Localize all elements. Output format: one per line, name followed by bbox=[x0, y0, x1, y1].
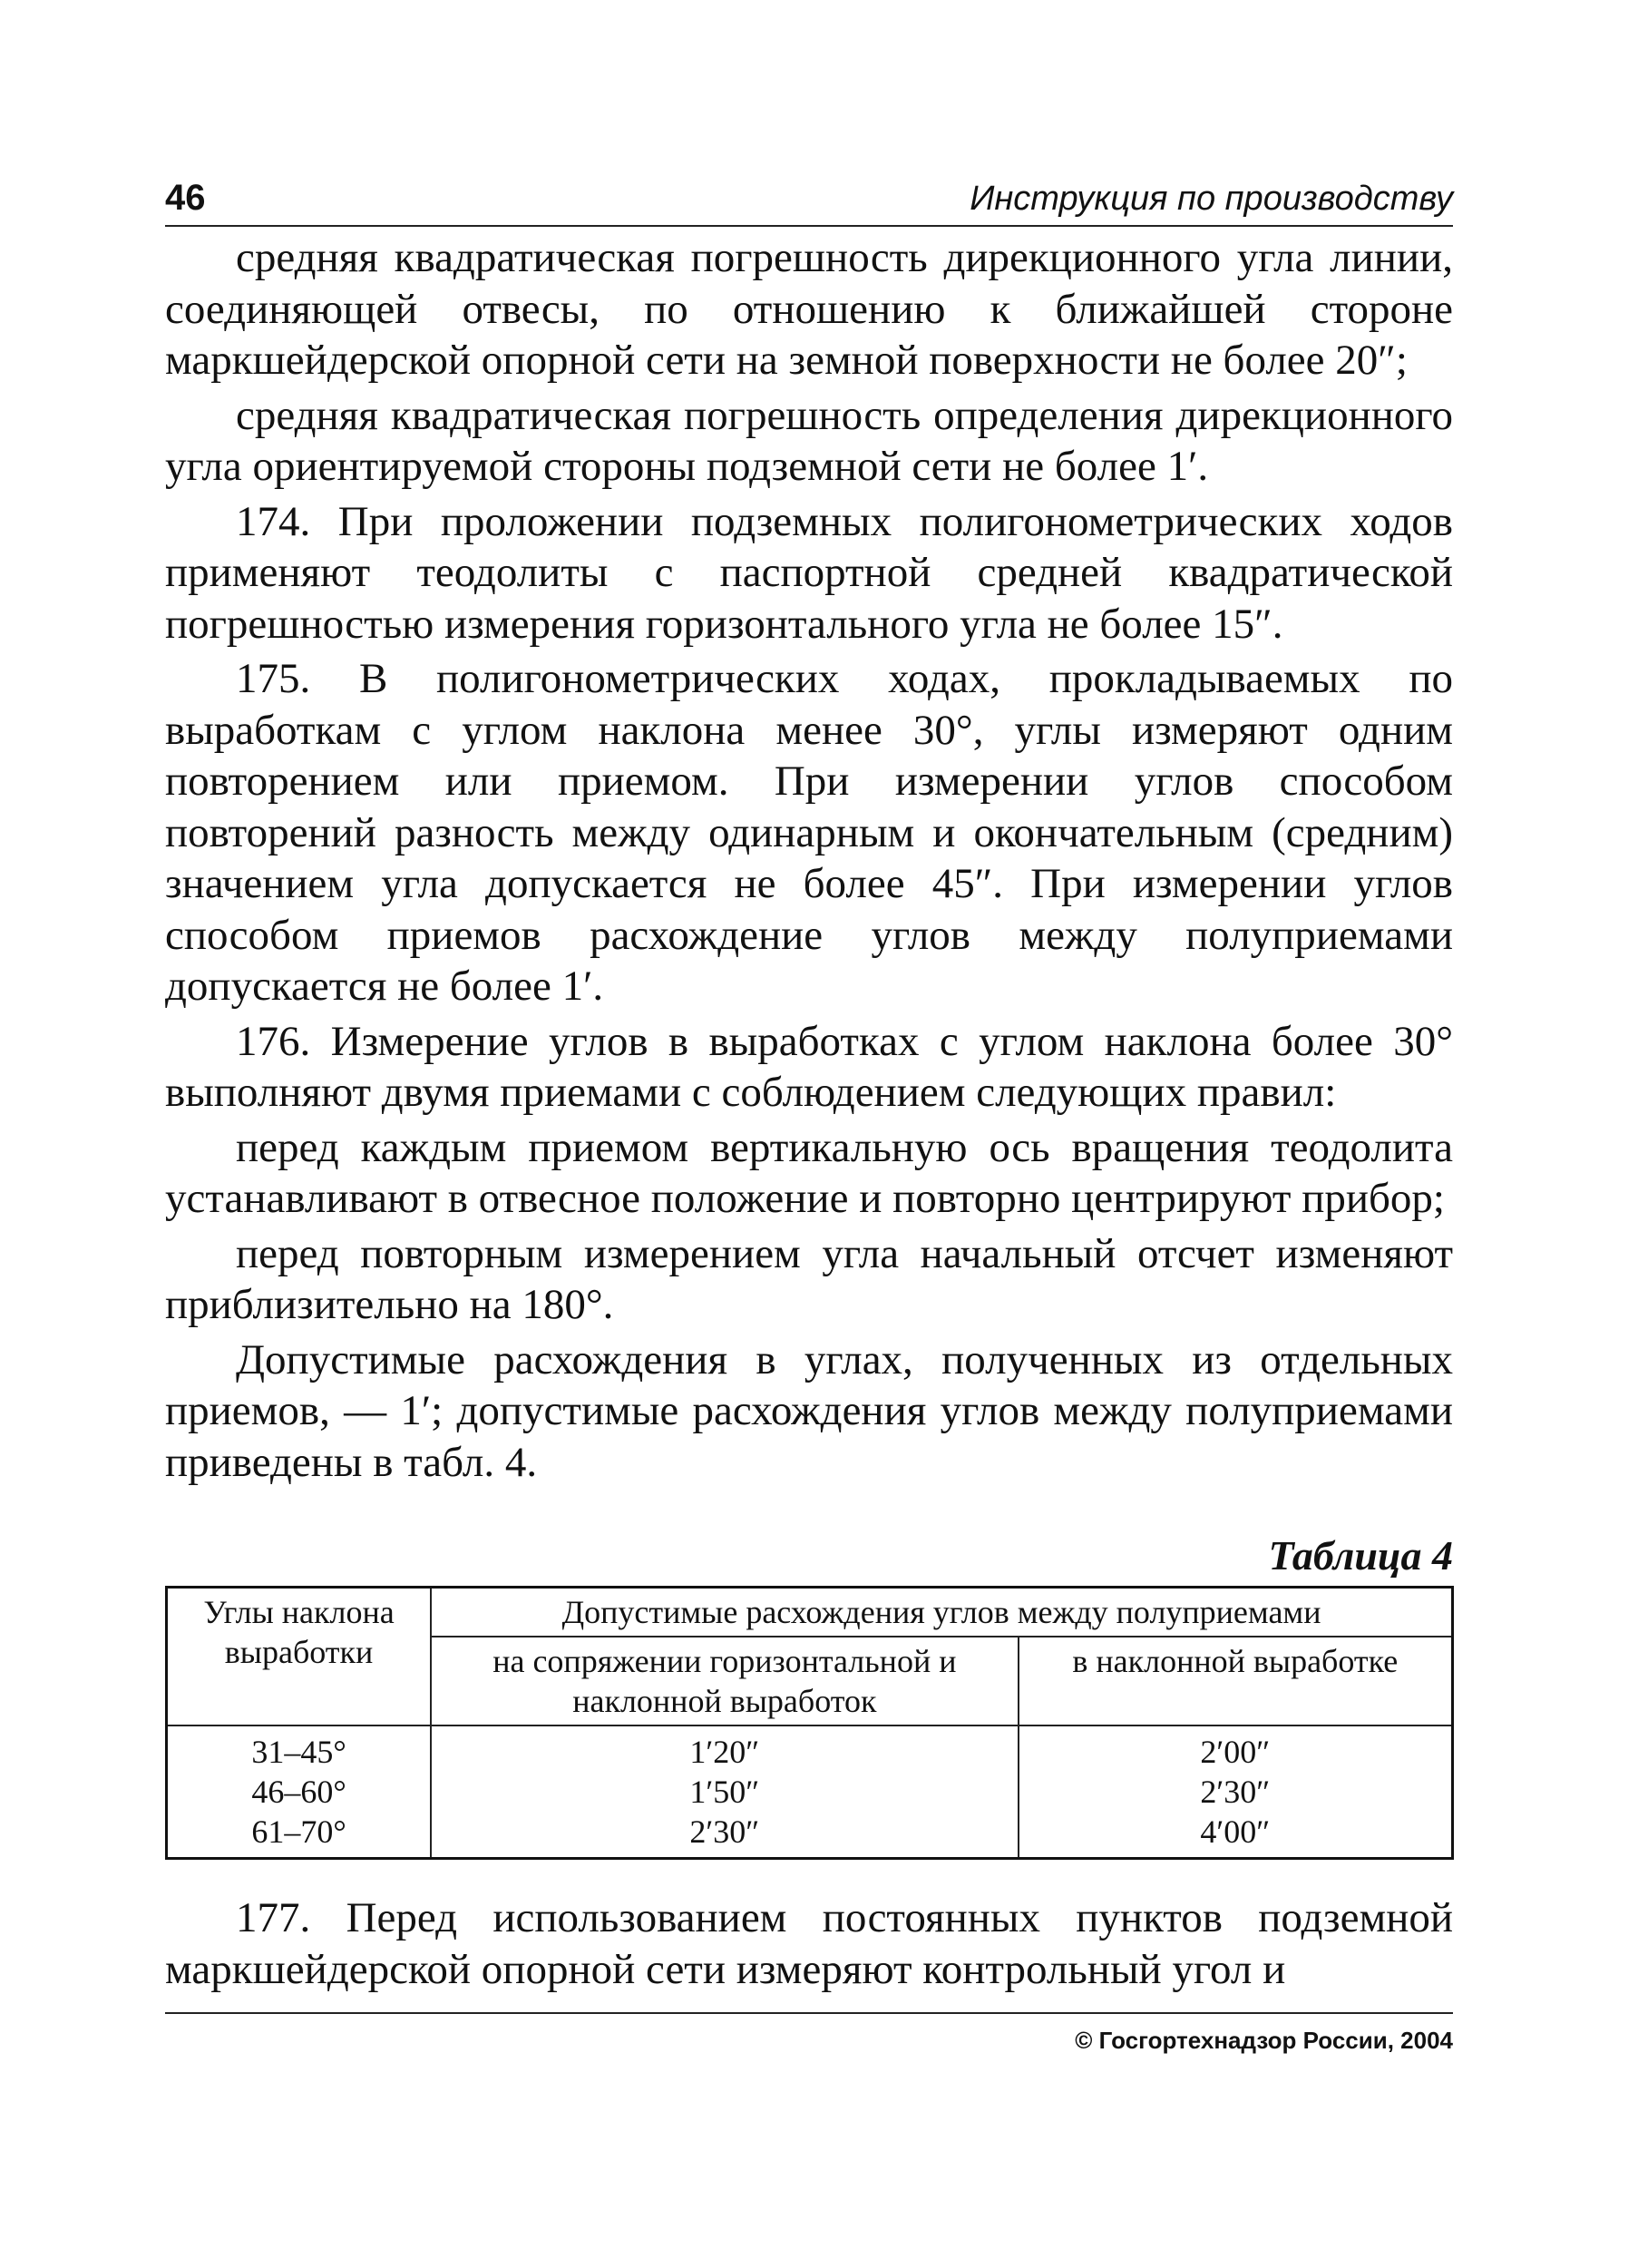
page-number: 46 bbox=[165, 178, 206, 218]
column-header-junction: на сопряжении горизонтальной и наклонной выработок bbox=[431, 1637, 1019, 1725]
group-header: Допустимые расхождения углов между полуприемами bbox=[431, 1588, 1452, 1637]
table-row bbox=[167, 1812, 1453, 1859]
cell-angle: 31–45° bbox=[167, 1725, 432, 1772]
cell-junction: 1′50″ bbox=[431, 1772, 1019, 1812]
column-header-inclined: в наклонной выработке bbox=[1019, 1637, 1453, 1725]
table-caption: Таблица 4 bbox=[1268, 1532, 1453, 1579]
paragraph: перед повторным измерением угла начальный отсчет изменяют приблизительно на 180°. bbox=[165, 1229, 1453, 1328]
cell-junction: 2′30″ bbox=[431, 1812, 1019, 1859]
cell-junction: 1′20″ bbox=[431, 1725, 1019, 1772]
table-row bbox=[167, 1772, 1453, 1812]
paragraph-175: 175. В полигонометрических ходах, прокладываемых по выработкам с углом наклона менее 30°, углы измеряют одним повторением или приемом. При измерении углов способом повторений разность между одинарным и окончательным (средним) значением угла допускается не более 45″. При измерении углов способом приемов расхождение углов между полуприемами допускается не более 1′. bbox=[165, 655, 1453, 1010]
cell-angle: 61–70° bbox=[167, 1812, 432, 1859]
paragraph: Допустимые расхождения в углах, полученных из отдельных приемов, — 1′; допустимые расхождения углов между полуприемами приведены в табл. 4. bbox=[165, 1335, 1453, 1486]
cell-inclined: 4′00″ bbox=[1019, 1812, 1453, 1859]
paragraph-177: 177. Перед использованием постоянных пунктов подземной маркшейдерской опорной сети измеряют контрольный угол и bbox=[165, 1894, 1453, 1993]
cell-inclined: 2′00″ bbox=[1019, 1725, 1453, 1772]
paragraph-176: 176. Измерение углов в выработках с углом наклона более 30° выполняют двумя приемами с соблюдением следующих правил: bbox=[165, 1017, 1453, 1116]
paragraph-174: 174. При проложении подземных полигонометрических ходов применяют теодолиты с паспортной средней квадратической погрешностью измерения горизонтального угла не более 15″. bbox=[165, 497, 1453, 648]
angle-tolerance-table bbox=[165, 1586, 1454, 1860]
table-row bbox=[167, 1725, 1453, 1772]
cell-angle: 46–60° bbox=[167, 1772, 432, 1812]
copyright-footer: © Госгортехнадзор России, 2004 bbox=[1075, 2027, 1453, 2054]
page-header bbox=[165, 178, 1453, 227]
cell-inclined: 2′30″ bbox=[1019, 1772, 1453, 1812]
paragraph: средняя квадратическая погрешность определения дирекционного угла ориентируемой стороны подземной сети не более 1′. bbox=[165, 391, 1453, 490]
paragraph: средняя квадратическая погрешность дирекционного угла линии, соединяющей отвесы, по отношению к ближайшей стороне маркшейдерской опорной сети на земной поверхности не более 20″; bbox=[165, 234, 1453, 384]
footer-rule bbox=[165, 2012, 1453, 2014]
body-text bbox=[165, 232, 1453, 1491]
running-title: Инструкция по производству bbox=[970, 180, 1453, 218]
body-text-continued bbox=[165, 1892, 1453, 1995]
paragraph: перед каждым приемом вертикальную ось вращения теодолита устанавливают в отвесное положение и повторно центрируют прибор; bbox=[165, 1123, 1453, 1222]
header-rule bbox=[165, 225, 1453, 227]
column-header-angle: Углы наклона выработки bbox=[167, 1588, 432, 1726]
